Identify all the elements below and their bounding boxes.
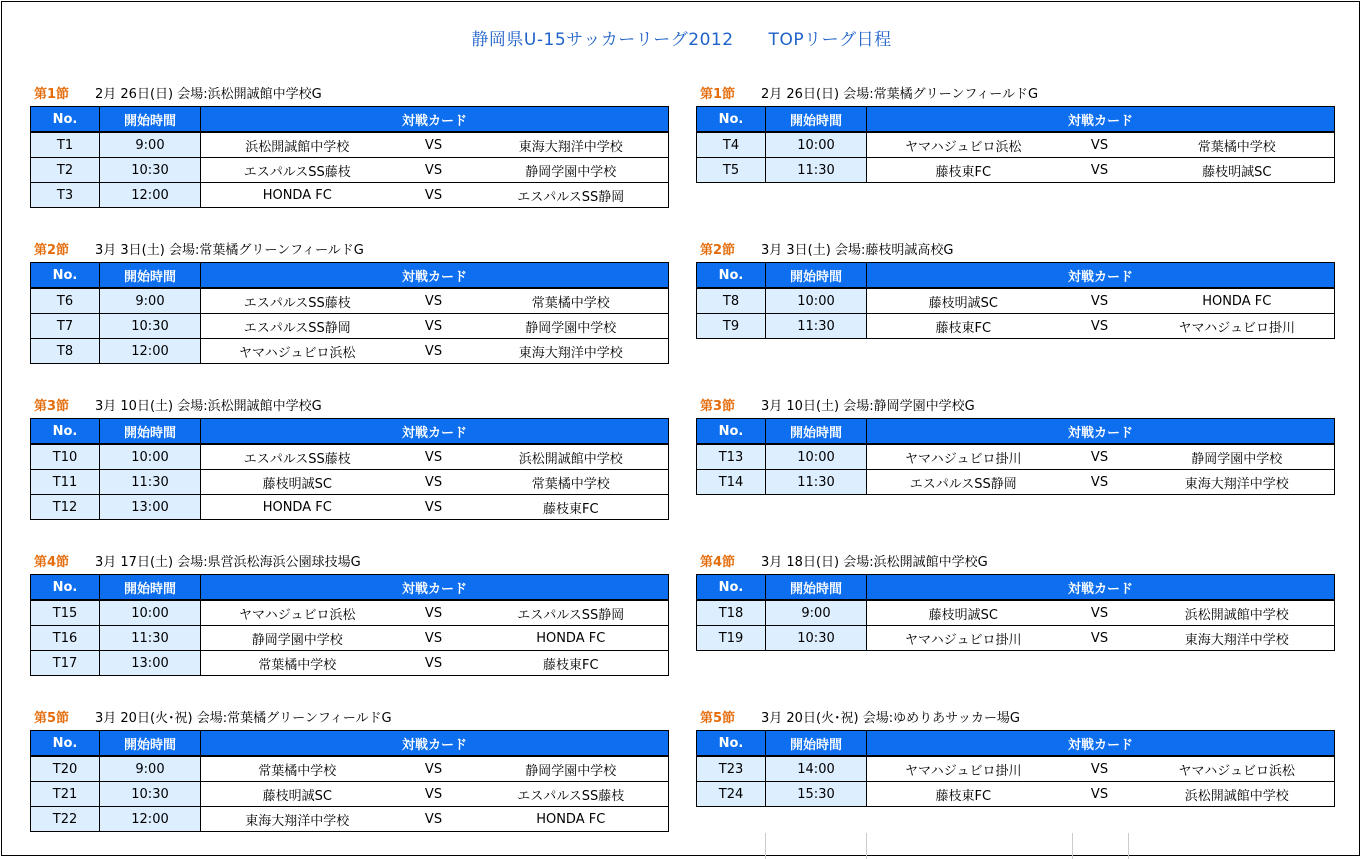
home-team: 藤枝明誠SC xyxy=(201,782,394,807)
vs-label: VS xyxy=(394,183,474,208)
match-no: T22 xyxy=(31,807,100,832)
match-time: 11:30 xyxy=(766,470,867,495)
away-team: 静岡学園中学校 xyxy=(1140,444,1335,470)
away-team: 藤枝明誠SC xyxy=(1140,158,1335,183)
table-header-row xyxy=(697,419,1335,445)
home-team: エスパルスSS静岡 xyxy=(867,470,1060,495)
header-time: 開始時間 xyxy=(766,731,867,757)
home-team: HONDA FC xyxy=(201,183,394,208)
table-header-row xyxy=(697,263,1335,289)
match-time: 10:00 xyxy=(100,444,201,470)
table-row xyxy=(697,782,1335,807)
home-team: 静岡学園中学校 xyxy=(201,626,394,651)
table-row xyxy=(31,314,669,339)
round-label: 第3節 xyxy=(34,399,70,414)
table-header-row xyxy=(697,107,1335,133)
vs-label: VS xyxy=(394,651,474,676)
header-time: 開始時間 xyxy=(100,107,201,133)
table-row xyxy=(31,626,669,651)
match-no: T3 xyxy=(31,183,100,208)
match-no: T21 xyxy=(31,782,100,807)
round-date-venue: 3月 20日(火･祝) 会場:ゆめりあサッカー場G xyxy=(761,711,1020,726)
grid-line xyxy=(765,833,766,859)
table-row xyxy=(697,288,1335,314)
round-date-venue: 3月 3日(土) 会場:藤枝明誠高校G xyxy=(761,243,954,258)
match-time: 11:30 xyxy=(766,314,867,339)
header-time: 開始時間 xyxy=(766,575,867,601)
match-no: T4 xyxy=(697,132,766,158)
home-team: 常葉橘中学校 xyxy=(201,651,394,676)
away-team: 浜松開誠館中学校 xyxy=(1140,782,1335,807)
away-team: HONDA FC xyxy=(474,626,669,651)
table-row xyxy=(697,756,1335,782)
round-header xyxy=(30,396,669,418)
vs-label: VS xyxy=(1060,288,1140,314)
match-no: T7 xyxy=(31,314,100,339)
table-row xyxy=(31,782,669,807)
header-card: 対戦カード xyxy=(201,575,669,601)
away-team: 藤枝東FC xyxy=(474,495,669,520)
table-row xyxy=(697,158,1335,183)
vs-label: VS xyxy=(394,314,474,339)
round-block xyxy=(30,708,669,832)
table-row xyxy=(31,339,669,364)
home-team: 東海大翔洋中学校 xyxy=(201,807,394,832)
table-row xyxy=(697,626,1335,651)
match-time: 9:00 xyxy=(100,756,201,782)
round-date-venue: 2月 26日(日) 会場:浜松開誠館中学校G xyxy=(95,87,322,102)
match-time: 9:00 xyxy=(100,132,201,158)
away-team: HONDA FC xyxy=(1140,288,1335,314)
match-no: T20 xyxy=(31,756,100,782)
header-time: 開始時間 xyxy=(766,419,867,445)
away-team: ヤマハジュビロ掛川 xyxy=(1140,314,1335,339)
header-no: No. xyxy=(697,107,766,133)
round-block xyxy=(696,708,1335,807)
away-team: 静岡学園中学校 xyxy=(474,158,669,183)
header-time: 開始時間 xyxy=(766,107,867,133)
match-table xyxy=(30,418,669,520)
vs-label: VS xyxy=(394,807,474,832)
match-no: T8 xyxy=(31,339,100,364)
header-card: 対戦カード xyxy=(867,731,1335,757)
match-table xyxy=(696,106,1335,183)
home-team: 常葉橘中学校 xyxy=(201,756,394,782)
round-header xyxy=(696,84,1335,106)
round-label: 第2節 xyxy=(700,243,736,258)
vs-label: VS xyxy=(1060,314,1140,339)
match-no: T24 xyxy=(697,782,766,807)
round-header xyxy=(30,552,669,574)
vs-label: VS xyxy=(1060,600,1140,626)
round-block xyxy=(696,396,1335,495)
match-no: T14 xyxy=(697,470,766,495)
away-team: 東海大翔洋中学校 xyxy=(1140,626,1335,651)
page-title: 静岡県U-15サッカーリーグ2012 TOPリーグ日程 xyxy=(471,30,892,50)
match-table xyxy=(30,262,669,364)
table-row xyxy=(31,444,669,470)
match-no: T18 xyxy=(697,600,766,626)
vs-label: VS xyxy=(394,132,474,158)
table-row xyxy=(31,132,669,158)
header-no: No. xyxy=(31,263,100,289)
table-header-row xyxy=(31,731,669,757)
match-time: 9:00 xyxy=(100,288,201,314)
match-no: T9 xyxy=(697,314,766,339)
table-row xyxy=(31,495,669,520)
home-team: エスパルスSS藤枝 xyxy=(201,444,394,470)
match-time: 12:00 xyxy=(100,807,201,832)
match-time: 11:30 xyxy=(766,158,867,183)
table-header-row xyxy=(697,575,1335,601)
round-label: 第5節 xyxy=(34,711,70,726)
header-card: 対戦カード xyxy=(201,107,669,133)
table-row xyxy=(697,444,1335,470)
vs-label: VS xyxy=(1060,756,1140,782)
table-row xyxy=(31,183,669,208)
header-card: 対戦カード xyxy=(201,731,669,757)
match-time: 10:00 xyxy=(100,600,201,626)
away-team: ヤマハジュビロ浜松 xyxy=(1140,756,1335,782)
header-time: 開始時間 xyxy=(766,263,867,289)
home-team: ヤマハジュビロ浜松 xyxy=(201,600,394,626)
away-team: 東海大翔洋中学校 xyxy=(1140,470,1335,495)
header-no: No. xyxy=(31,107,100,133)
round-header xyxy=(30,84,669,106)
header-card: 対戦カード xyxy=(867,575,1335,601)
header-card: 対戦カード xyxy=(201,419,669,445)
home-team: ヤマハジュビロ浜松 xyxy=(867,132,1060,158)
vs-label: VS xyxy=(394,288,474,314)
table-row xyxy=(31,756,669,782)
header-card: 対戦カード xyxy=(867,419,1335,445)
table-row xyxy=(31,651,669,676)
away-team: エスパルスSS静岡 xyxy=(474,600,669,626)
round-label: 第5節 xyxy=(700,711,736,726)
match-table xyxy=(696,574,1335,651)
home-team: ヤマハジュビロ浜松 xyxy=(201,339,394,364)
match-no: T6 xyxy=(31,288,100,314)
round-label: 第1節 xyxy=(34,87,70,102)
round-block xyxy=(696,84,1335,183)
table-row xyxy=(31,288,669,314)
header-card: 対戦カード xyxy=(201,263,669,289)
round-date-venue: 3月 10日(土) 会場:浜松開誠館中学校G xyxy=(95,399,322,414)
round-date-venue: 3月 10日(土) 会場:静岡学園中学校G xyxy=(761,399,975,414)
home-team: 藤枝明誠SC xyxy=(867,600,1060,626)
away-team: 静岡学園中学校 xyxy=(474,314,669,339)
match-table xyxy=(30,730,669,832)
header-time: 開始時間 xyxy=(100,419,201,445)
home-team: ヤマハジュビロ掛川 xyxy=(867,444,1060,470)
match-time: 10:00 xyxy=(766,288,867,314)
round-header xyxy=(30,240,669,262)
match-time: 10:30 xyxy=(100,314,201,339)
home-team: 藤枝東FC xyxy=(867,158,1060,183)
header-no: No. xyxy=(31,731,100,757)
home-team: 藤枝明誠SC xyxy=(201,470,394,495)
match-time: 12:00 xyxy=(100,339,201,364)
header-card: 対戦カード xyxy=(867,263,1335,289)
match-time: 10:30 xyxy=(766,626,867,651)
home-team: 藤枝明誠SC xyxy=(867,288,1060,314)
table-row xyxy=(697,132,1335,158)
header-no: No. xyxy=(31,419,100,445)
home-team: エスパルスSS藤枝 xyxy=(201,288,394,314)
match-table xyxy=(696,418,1335,495)
away-team: 常葉橘中学校 xyxy=(1140,132,1335,158)
match-no: T2 xyxy=(31,158,100,183)
away-team: HONDA FC xyxy=(474,807,669,832)
away-team: 常葉橘中学校 xyxy=(474,470,669,495)
match-time: 10:30 xyxy=(100,782,201,807)
vs-label: VS xyxy=(1060,626,1140,651)
match-time: 12:00 xyxy=(100,183,201,208)
match-no: T17 xyxy=(31,651,100,676)
table-row xyxy=(697,314,1335,339)
match-table xyxy=(30,574,669,676)
header-no: No. xyxy=(697,419,766,445)
round-label: 第1節 xyxy=(700,87,736,102)
match-no: T19 xyxy=(697,626,766,651)
home-team: エスパルスSS藤枝 xyxy=(201,158,394,183)
home-team: 藤枝東FC xyxy=(867,314,1060,339)
table-header-row xyxy=(697,731,1335,757)
header-time: 開始時間 xyxy=(100,575,201,601)
table-header-row xyxy=(31,419,669,445)
grid-line xyxy=(1128,833,1129,859)
round-label: 第4節 xyxy=(700,555,736,570)
round-block xyxy=(30,84,669,208)
vs-label: VS xyxy=(394,339,474,364)
vs-label: VS xyxy=(1060,782,1140,807)
table-header-row xyxy=(31,263,669,289)
round-header xyxy=(30,708,669,730)
round-block xyxy=(696,552,1335,651)
away-team: エスパルスSS藤枝 xyxy=(474,782,669,807)
match-table xyxy=(30,106,669,208)
table-row xyxy=(697,600,1335,626)
match-time: 11:30 xyxy=(100,470,201,495)
header-no: No. xyxy=(697,731,766,757)
match-time: 13:00 xyxy=(100,651,201,676)
header-time: 開始時間 xyxy=(100,731,201,757)
match-table xyxy=(696,262,1335,339)
table-row xyxy=(697,470,1335,495)
away-team: エスパルスSS静岡 xyxy=(474,183,669,208)
table-row xyxy=(31,470,669,495)
home-team: エスパルスSS静岡 xyxy=(201,314,394,339)
match-no: T16 xyxy=(31,626,100,651)
round-block xyxy=(696,240,1335,339)
table-row xyxy=(31,158,669,183)
header-card: 対戦カード xyxy=(867,107,1335,133)
away-team: 藤枝東FC xyxy=(474,651,669,676)
round-header xyxy=(696,240,1335,262)
round-header xyxy=(696,552,1335,574)
vs-label: VS xyxy=(1060,470,1140,495)
table-header-row xyxy=(31,575,669,601)
home-team: HONDA FC xyxy=(201,495,394,520)
match-time: 15:30 xyxy=(766,782,867,807)
match-time: 11:30 xyxy=(100,626,201,651)
round-header xyxy=(696,708,1335,730)
vs-label: VS xyxy=(1060,158,1140,183)
away-team: 東海大翔洋中学校 xyxy=(474,132,669,158)
match-time: 10:30 xyxy=(100,158,201,183)
table-row xyxy=(31,600,669,626)
match-no: T5 xyxy=(697,158,766,183)
round-block xyxy=(30,240,669,364)
match-time: 9:00 xyxy=(766,600,867,626)
match-table xyxy=(696,730,1335,807)
match-time: 10:00 xyxy=(766,132,867,158)
match-no: T23 xyxy=(697,756,766,782)
away-team: 常葉橘中学校 xyxy=(474,288,669,314)
vs-label: VS xyxy=(394,495,474,520)
away-team: 東海大翔洋中学校 xyxy=(474,339,669,364)
round-label: 第2節 xyxy=(34,243,70,258)
match-time: 10:00 xyxy=(766,444,867,470)
round-block xyxy=(30,396,669,520)
round-header xyxy=(696,396,1335,418)
match-no: T13 xyxy=(697,444,766,470)
grid-line xyxy=(866,833,867,859)
vs-label: VS xyxy=(1060,444,1140,470)
round-date-venue: 3月 17日(土) 会場:県営浜松海浜公園球技場G xyxy=(95,555,361,570)
round-label: 第3節 xyxy=(700,399,736,414)
round-date-venue: 2月 26日(日) 会場:常葉橘グリーンフィールドG xyxy=(761,87,1039,102)
round-block xyxy=(30,552,669,676)
grid-line xyxy=(1072,833,1073,859)
home-team: ヤマハジュビロ掛川 xyxy=(867,626,1060,651)
header-time: 開始時間 xyxy=(100,263,201,289)
vs-label: VS xyxy=(1060,132,1140,158)
table-row xyxy=(31,807,669,832)
home-team: ヤマハジュビロ掛川 xyxy=(867,756,1060,782)
vs-label: VS xyxy=(394,470,474,495)
vs-label: VS xyxy=(394,626,474,651)
round-date-venue: 3月 18日(日) 会場:浜松開誠館中学校G xyxy=(761,555,988,570)
header-no: No. xyxy=(697,263,766,289)
away-team: 静岡学園中学校 xyxy=(474,756,669,782)
round-label: 第4節 xyxy=(34,555,70,570)
match-no: T15 xyxy=(31,600,100,626)
match-no: T10 xyxy=(31,444,100,470)
vs-label: VS xyxy=(394,756,474,782)
round-date-venue: 3月 3日(土) 会場:常葉橘グリーンフィールドG xyxy=(95,243,364,258)
vs-label: VS xyxy=(394,158,474,183)
home-team: 浜松開誠館中学校 xyxy=(201,132,394,158)
vs-label: VS xyxy=(394,444,474,470)
match-no: T1 xyxy=(31,132,100,158)
match-no: T11 xyxy=(31,470,100,495)
header-no: No. xyxy=(31,575,100,601)
round-date-venue: 3月 20日(火･祝) 会場:常葉橘グリーンフィールドG xyxy=(95,711,392,726)
match-no: T8 xyxy=(697,288,766,314)
header-no: No. xyxy=(697,575,766,601)
vs-label: VS xyxy=(394,782,474,807)
match-no: T12 xyxy=(31,495,100,520)
match-time: 14:00 xyxy=(766,756,867,782)
away-team: 浜松開誠館中学校 xyxy=(1140,600,1335,626)
vs-label: VS xyxy=(394,600,474,626)
away-team: 浜松開誠館中学校 xyxy=(474,444,669,470)
table-header-row xyxy=(31,107,669,133)
match-time: 13:00 xyxy=(100,495,201,520)
home-team: 藤枝東FC xyxy=(867,782,1060,807)
